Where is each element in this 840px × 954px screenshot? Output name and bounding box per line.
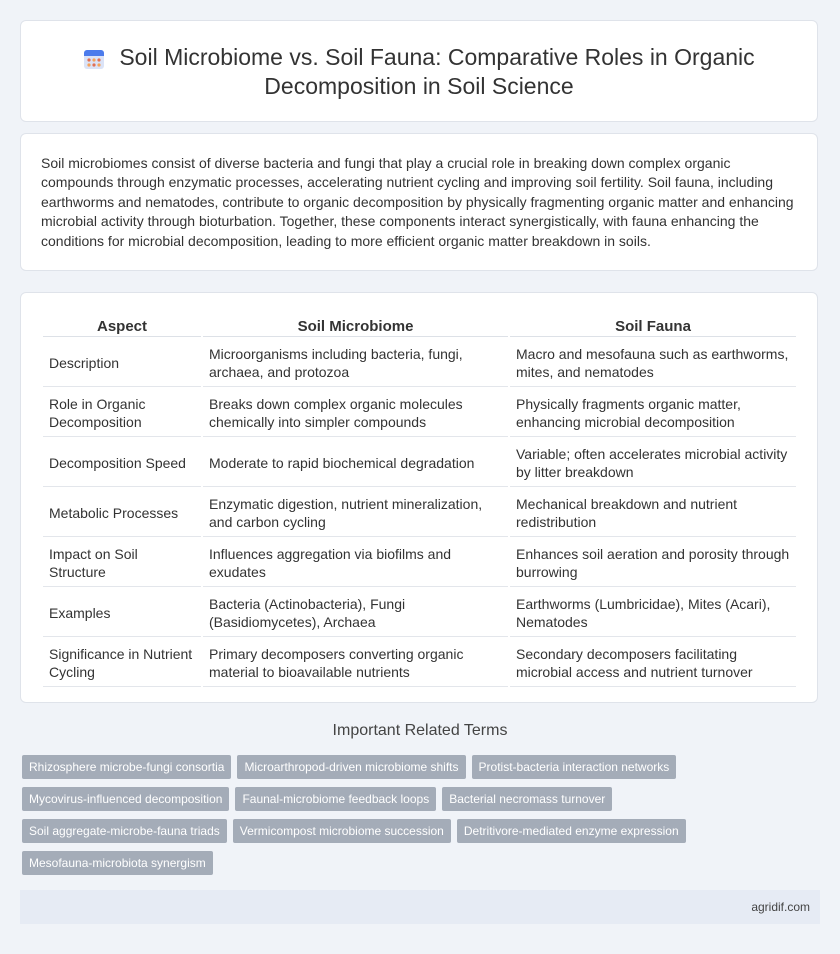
- header-aspect: Aspect: [43, 316, 201, 337]
- related-term-tag[interactable]: Faunal-microbiome feedback loops: [235, 787, 436, 811]
- related-term-tag[interactable]: Mycovirus-influenced decomposition: [22, 787, 229, 811]
- microbiome-cell: Enzymatic digestion, nutrient mineralization, and carbon cycling: [203, 489, 508, 537]
- fauna-cell: Mechanical breakdown and nutrient redistribution: [510, 489, 796, 537]
- microbiome-cell: Influences aggregation via biofilms and exudates: [203, 539, 508, 587]
- aspect-cell: Significance in Nutrient Cycling: [43, 639, 201, 687]
- table-row: [43, 339, 796, 387]
- related-term-tag[interactable]: Rhizosphere microbe-fungi consortia: [22, 755, 231, 779]
- footer-site-link[interactable]: agridif.com: [751, 900, 810, 914]
- calendar-grid-icon: [83, 48, 105, 70]
- fauna-cell: Variable; often accelerates microbial activity by litter breakdown: [510, 439, 796, 487]
- header-soil-microbiome: Soil Microbiome: [203, 316, 508, 337]
- title-wrap: [61, 43, 777, 101]
- footer: [20, 890, 820, 924]
- table-header-row: [43, 316, 796, 337]
- aspect-cell: Description: [43, 339, 201, 387]
- table-row: [43, 439, 796, 487]
- aspect-cell: Impact on Soil Structure: [43, 539, 201, 587]
- microbiome-cell: Moderate to rapid biochemical degradation: [203, 439, 508, 487]
- aspect-cell: Decomposition Speed: [43, 439, 201, 487]
- comparison-table-card: [20, 292, 818, 703]
- table-row: [43, 639, 796, 687]
- related-term-tag[interactable]: Mesofauna-microbiota synergism: [22, 851, 213, 875]
- microbiome-cell: Primary decomposers converting organic material to bioavailable nutrients: [203, 639, 508, 687]
- aspect-cell: Examples: [43, 589, 201, 637]
- page-title: Soil Microbiome vs. Soil Fauna: Comparative Roles in Organic Decomposition in Soil Science: [119, 44, 755, 99]
- microbiome-cell: Bacteria (Actinobacteria), Fungi (Basidiomycetes), Archaea: [203, 589, 508, 637]
- summary-text: Soil microbiomes consist of diverse bacteria and fungi that play a crucial role in breaking down complex organic compounds through enzymatic processes, accelerating nutrient cycling and improving soil fertility. Soil fauna, including earthworms and nematodes, contribute to organic decomposition by physically fragmenting organic matter and enhancing microbial activity through bioturbation. Together, these components interact synergistically, with fauna enhancing the conditions for microbial decomposition, leading to more efficient organic matter breakdown in soils.: [41, 155, 794, 249]
- related-terms-list: [22, 755, 812, 875]
- table-row: [43, 489, 796, 537]
- fauna-cell: Macro and mesofauna such as earthworms, mites, and nematodes: [510, 339, 796, 387]
- table-row: [43, 539, 796, 587]
- fauna-cell: Enhances soil aeration and porosity through burrowing: [510, 539, 796, 587]
- aspect-cell: Role in Organic Decomposition: [43, 389, 201, 437]
- fauna-cell: Earthworms (Lumbricidae), Mites (Acari), Nematodes: [510, 589, 796, 637]
- related-term-tag[interactable]: Detritivore-mediated enzyme expression: [457, 819, 686, 843]
- fauna-cell: Physically fragments organic matter, enhancing microbial decomposition: [510, 389, 796, 437]
- related-terms-heading: Important Related Terms: [332, 722, 508, 739]
- microbiome-cell: Breaks down complex organic molecules chemically into simpler compounds: [203, 389, 508, 437]
- table-row: [43, 389, 796, 437]
- table-row: [43, 589, 796, 637]
- microbiome-cell: Microorganisms including bacteria, fungi, archaea, and protozoa: [203, 339, 508, 387]
- summary-card: [20, 133, 818, 271]
- header-card: [20, 20, 818, 122]
- related-term-tag[interactable]: Protist-bacteria interaction networks: [472, 755, 677, 779]
- related-term-tag[interactable]: Bacterial necromass turnover: [442, 787, 612, 811]
- related-term-tag[interactable]: Microarthropod-driven microbiome shifts: [237, 755, 465, 779]
- comparison-table: [41, 314, 798, 689]
- aspect-cell: Metabolic Processes: [43, 489, 201, 537]
- fauna-cell: Secondary decomposers facilitating microbial access and nutrient turnover: [510, 639, 796, 687]
- header-soil-fauna: Soil Fauna: [510, 316, 796, 337]
- related-term-tag[interactable]: Vermicompost microbiome succession: [233, 819, 451, 843]
- related-term-tag[interactable]: Soil aggregate-microbe-fauna triads: [22, 819, 227, 843]
